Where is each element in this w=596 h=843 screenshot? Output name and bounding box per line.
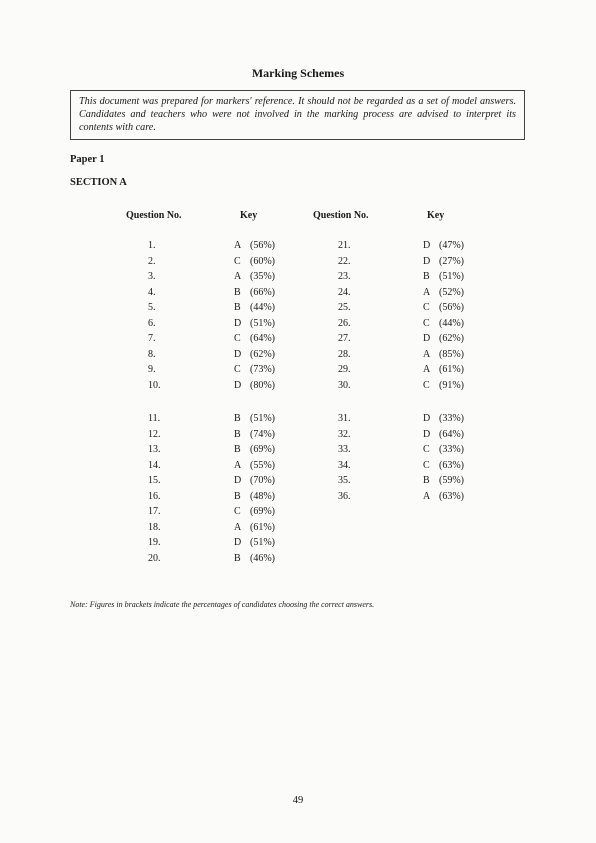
question-number: 31. — [338, 413, 351, 424]
question-number: 26. — [338, 317, 351, 329]
question-number: 36. — [338, 490, 351, 502]
answer-letter: C — [234, 255, 241, 267]
answer-key — [423, 331, 464, 346]
question-number: 35. — [338, 475, 351, 486]
answer-key — [234, 504, 275, 519]
question-number: 24. — [338, 286, 351, 298]
answer-letter: B — [234, 552, 241, 564]
answer-percentage: (60%) — [250, 255, 275, 267]
question-number: 1. — [148, 240, 156, 251]
header-question-no-left: Question No. — [126, 210, 182, 221]
question-number: 2. — [148, 255, 156, 267]
answer-percentage: (51%) — [439, 271, 464, 282]
question-number: 33. — [338, 444, 351, 455]
answer-letter: C — [423, 302, 430, 313]
question-number: 8. — [148, 348, 156, 360]
question-number: 16. — [148, 490, 161, 502]
question-number: 14. — [148, 459, 161, 471]
answer-key — [234, 520, 275, 535]
answer-percentage: (48%) — [250, 490, 275, 502]
answer-key — [234, 378, 275, 393]
answer-key — [423, 411, 464, 426]
answer-letter: B — [234, 302, 241, 313]
page-title: Marking Schemes — [251, 66, 345, 80]
answer-percentage: (64%) — [439, 428, 464, 440]
answer-key — [423, 489, 464, 504]
answer-percentage: (73%) — [250, 364, 275, 375]
question-number: 5. — [148, 302, 156, 313]
question-number: 4. — [148, 286, 156, 298]
question-number: 3. — [148, 271, 156, 282]
answer-letter: D — [423, 255, 431, 267]
question-number: 18. — [148, 521, 161, 533]
answer-letter: D — [234, 317, 242, 329]
answer-letter: C — [234, 364, 241, 375]
question-number: 17. — [148, 506, 161, 517]
question-number: 12. — [148, 428, 161, 440]
answer-letter: D — [423, 413, 431, 424]
question-number: 28. — [338, 348, 351, 360]
section-heading: SECTION A — [70, 177, 127, 188]
answer-percentage: (74%) — [250, 428, 275, 440]
answer-percentage: (80%) — [250, 379, 275, 391]
answer-key — [234, 427, 275, 442]
answer-percentage: (51%) — [250, 413, 275, 424]
answer-key — [234, 551, 275, 566]
question-number: 32. — [338, 428, 351, 440]
question-number: 19. — [148, 537, 161, 548]
answer-key — [234, 362, 275, 377]
answer-key — [234, 238, 275, 253]
answer-percentage: (66%) — [250, 286, 275, 298]
question-number: 11. — [148, 413, 161, 424]
answer-letter: B — [423, 475, 430, 486]
question-number: 13. — [148, 444, 161, 455]
question-number: 25. — [338, 302, 351, 313]
answer-letter: A — [423, 490, 431, 502]
answer-percentage: (62%) — [250, 348, 275, 360]
answer-key — [423, 269, 464, 284]
answer-key — [423, 316, 464, 331]
answer-letter: D — [234, 537, 242, 548]
answer-letter: C — [423, 317, 430, 329]
answer-percentage: (44%) — [439, 317, 464, 329]
answer-letter: D — [234, 348, 242, 360]
answer-letter: C — [234, 506, 241, 517]
answer-letter: A — [234, 271, 242, 282]
header-key-left: Key — [240, 210, 258, 221]
question-number: 30. — [338, 379, 351, 391]
page-number: 49 — [292, 795, 304, 806]
answer-key — [423, 473, 464, 488]
disclaimer-box: This document was prepared for markers' reference. It should not be regarded as a set of model answers. Candidates and teachers who were not involved in the marking process are advised to interpret its contents with care. — [70, 90, 525, 140]
answer-key — [234, 300, 275, 315]
answer-percentage: (46%) — [250, 552, 275, 564]
answer-key — [234, 442, 275, 457]
question-number: 21. — [338, 240, 351, 251]
question-number: 15. — [148, 475, 161, 486]
answer-key — [423, 427, 464, 442]
header-key-right: Key — [427, 210, 445, 221]
answer-key — [423, 285, 464, 300]
answer-letter: C — [234, 333, 241, 344]
answer-key — [234, 269, 275, 284]
answer-percentage: (63%) — [439, 459, 464, 471]
answer-percentage: (63%) — [439, 490, 464, 502]
answer-letter: A — [234, 521, 242, 533]
answer-percentage: (56%) — [439, 302, 464, 313]
answer-key — [423, 362, 464, 377]
answer-percentage: (27%) — [439, 255, 464, 267]
answer-letter: B — [423, 271, 430, 282]
answer-letter: A — [423, 364, 431, 375]
answer-letter: D — [423, 428, 431, 440]
answer-percentage: (33%) — [439, 413, 464, 424]
question-number: 7. — [148, 333, 156, 344]
answer-letter: D — [234, 379, 242, 391]
answer-percentage: (52%) — [439, 286, 464, 298]
answer-key — [234, 458, 275, 473]
answer-percentage: (47%) — [439, 240, 464, 251]
answer-percentage: (70%) — [250, 475, 275, 486]
answer-key — [234, 331, 275, 346]
question-number: 22. — [338, 255, 351, 267]
answer-letter: C — [423, 459, 430, 471]
answer-percentage: (55%) — [250, 459, 275, 471]
answer-percentage: (33%) — [439, 444, 464, 455]
answer-key — [234, 347, 275, 362]
answer-key — [234, 285, 275, 300]
answer-letter: A — [423, 286, 431, 298]
answer-letter: A — [234, 240, 242, 251]
question-number: 9. — [148, 364, 156, 375]
answer-percentage: (59%) — [439, 475, 464, 486]
answer-letter: D — [423, 333, 431, 344]
answer-letter: A — [423, 348, 431, 360]
answer-key — [423, 300, 464, 315]
answer-percentage: (51%) — [250, 317, 275, 329]
answer-percentage: (56%) — [250, 240, 275, 251]
answer-key — [423, 458, 464, 473]
answer-percentage: (69%) — [250, 506, 275, 517]
answer-letter: B — [234, 490, 241, 502]
answer-key — [423, 238, 464, 253]
answer-key — [423, 442, 464, 457]
answer-key — [234, 489, 275, 504]
answer-key — [423, 378, 464, 393]
answer-letter: D — [234, 475, 242, 486]
question-number: 34. — [338, 459, 351, 471]
answer-percentage: (85%) — [439, 348, 464, 360]
answer-percentage: (44%) — [250, 302, 275, 313]
answer-percentage: (35%) — [250, 271, 275, 282]
question-number: 6. — [148, 317, 156, 329]
question-number: 29. — [338, 364, 351, 375]
answer-percentage: (64%) — [250, 333, 275, 344]
answer-letter: B — [234, 413, 241, 424]
answer-percentage: (69%) — [250, 444, 275, 455]
answer-letter: B — [234, 428, 241, 440]
paper-heading: Paper 1 — [70, 154, 105, 165]
answer-letter: A — [234, 459, 242, 471]
question-number: 20. — [148, 552, 161, 564]
answer-key — [423, 347, 464, 362]
answer-letter: C — [423, 444, 430, 455]
answer-key — [234, 316, 275, 331]
answer-percentage: (51%) — [250, 537, 275, 548]
question-number: 27. — [338, 333, 351, 344]
answer-percentage: (91%) — [439, 379, 464, 391]
answer-percentage: (62%) — [439, 333, 464, 344]
answer-letter: B — [234, 286, 241, 298]
answer-percentage: (61%) — [439, 364, 464, 375]
answer-letter: B — [234, 444, 241, 455]
answer-letter: C — [423, 379, 430, 391]
footnote: Note: Figures in brackets indicate the percentages of candidates choosing the correct answers. — [70, 600, 375, 609]
answer-key — [234, 411, 275, 426]
answer-letter: D — [423, 240, 431, 251]
answer-key — [234, 535, 275, 550]
answer-key — [234, 254, 275, 269]
answer-key — [234, 473, 275, 488]
question-number: 23. — [338, 271, 351, 282]
header-question-no-right: Question No. — [313, 210, 369, 221]
question-number: 10. — [148, 379, 161, 391]
answer-key — [423, 254, 464, 269]
answer-percentage: (61%) — [250, 521, 275, 533]
